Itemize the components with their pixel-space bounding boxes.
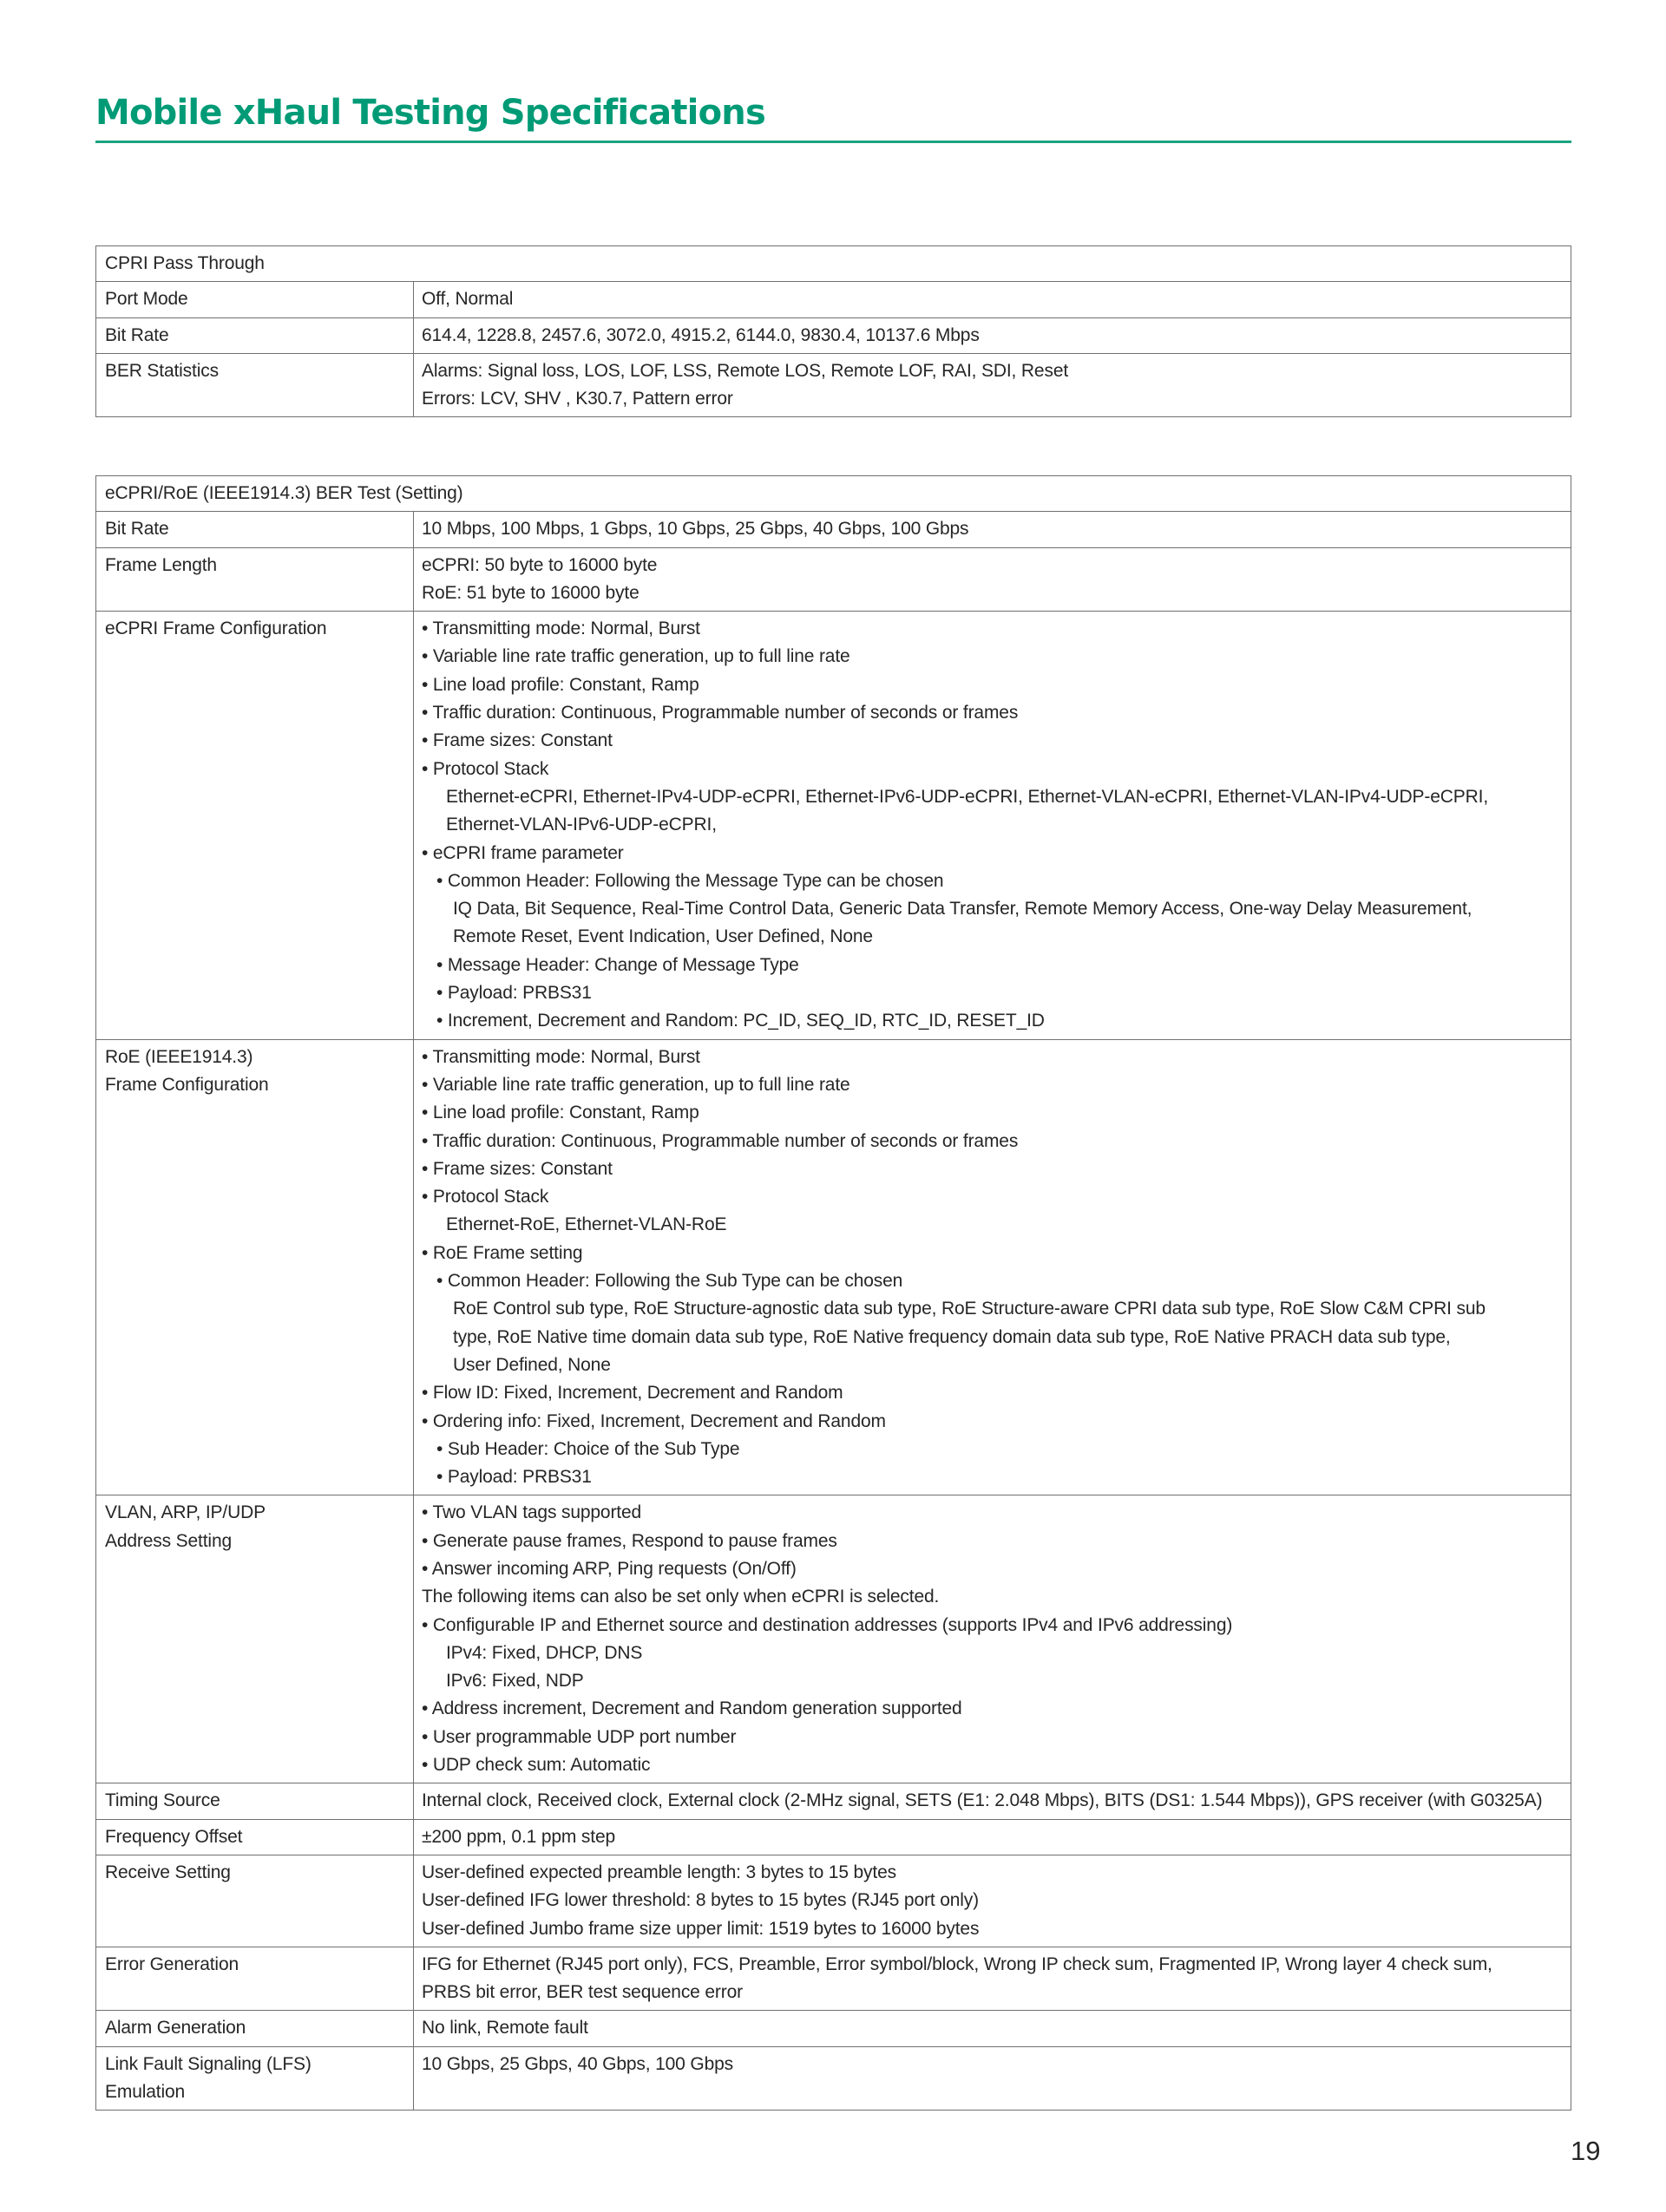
bullet-item: • Transmitting mode: Normal, Burst (422, 1046, 700, 1067)
spec-value-line: IFG for Ethernet (RJ45 port only), FCS, Preamble, Error symbol/block, Wrong IP check sum, Fragmented IP, Wrong layer 4 check sum, (422, 1953, 1492, 1974)
bullet-item: • Sub Header: Choice of the Sub Type (436, 1438, 740, 1459)
table-row (96, 282, 1571, 317)
spec-label (96, 2046, 414, 2111)
table-row (96, 1947, 1571, 2011)
spec-value-line: Off, Normal (422, 289, 514, 310)
spec-value-line: IQ Data, Bit Sequence, Real-Time Control Data, Generic Data Transfer, Remote Memory Access, One-way Delay Measurement, (453, 899, 1473, 919)
spec-label-line: Timing Source (105, 1790, 220, 1811)
bullet-item: • UDP check sum: Automatic (422, 1755, 651, 1776)
spec-value-line: Ethernet-eCPRI, Ethernet-IPv4-UDP-eCPRI, Ethernet-IPv6-UDP-eCPRI, Ethernet-VLAN-eCPRI, Ethernet-VLAN-IPv4-UDP-eCPRI, (446, 786, 1489, 807)
bullet-item: • RoE Frame setting (422, 1242, 583, 1263)
spec-value (414, 1495, 1571, 1783)
spec-value-line: Internal clock, Received clock, External clock (2-MHz signal, SETS (E1: 2.048 Mbps), BITS (DS1: 1.544 Mbps)), GPS receiver (with G0325A) (422, 1790, 1543, 1811)
bullet-item: • Frame sizes: Constant (422, 730, 613, 751)
spec-value-line: RoE Control sub type, RoE Structure-agnostic data sub type, RoE Structure-aware CPRI data sub type, RoE Slow C&M CPRI sub (453, 1299, 1486, 1319)
bullet-item: • Common Header: Following the Message Type can be chosen (436, 870, 944, 891)
spec-value (414, 2046, 1571, 2111)
spec-value (414, 512, 1571, 547)
title-divider (95, 141, 1571, 143)
spec-value-line: User-defined IFG lower threshold: 8 bytes to 15 bytes (RJ45 port only) (422, 1890, 979, 1911)
bullet-item: • Frame sizes: Constant (422, 1158, 613, 1179)
cpri-pass-through-table (95, 245, 1571, 417)
spec-value-line: IPv4: Fixed, DHCP, DNS (446, 1642, 643, 1663)
spec-value (414, 1855, 1571, 1947)
spec-label-line: Link Fault Signaling (LFS) (105, 2053, 312, 2074)
table-row (96, 512, 1571, 547)
bullet-item: • Variable line rate traffic generation, up to full line rate (422, 1074, 850, 1095)
bullet-item: • Generate pause frames, Respond to pause frames (422, 1530, 837, 1551)
bullet-item: • Line load profile: Constant, Ramp (422, 674, 699, 695)
spec-label-line: Alarm Generation (105, 2018, 246, 2039)
bullet-item: • Two VLAN tags supported (422, 1502, 642, 1523)
spec-label (96, 512, 414, 547)
table-row (96, 2046, 1571, 2111)
bullet-item: • Protocol Stack (422, 1187, 549, 1207)
spec-value-line: No link, Remote fault (422, 2018, 588, 2039)
table-header: eCPRI/RoE (IEEE1914.3) BER Test (Setting) (96, 476, 1571, 512)
bullet-item: • eCPRI frame parameter (422, 842, 624, 863)
spec-label-line: RoE (IEEE1914.3) (105, 1046, 253, 1067)
bullet-item: • Address increment, Decrement and Random generation supported (422, 1698, 962, 1719)
ecpri-roe-ber-test-table (95, 475, 1571, 2111)
spec-value-line: PRBS bit error, BER test sequence error (422, 1982, 743, 2003)
spec-value-line: Alarms: Signal loss, LOS, LOF, LSS, Remote LOS, Remote LOF, RAI, SDI, Reset (422, 360, 1069, 381)
spec-value-line: eCPRI: 50 byte to 16000 byte (422, 554, 658, 575)
spec-label-line: Address Setting (105, 1530, 233, 1551)
table-row (96, 317, 1571, 353)
spec-value (414, 1819, 1571, 1855)
spec-value-line: type, RoE Native time domain data sub type, RoE Native frequency domain data sub type, RoE Native PRACH data sub type, (453, 1326, 1451, 1347)
spec-label-line: Bit Rate (105, 519, 169, 540)
bullet-item: • Configurable IP and Ethernet source and destination addresses (supports IPv4 and IPv6 addressing) (422, 1614, 1233, 1635)
spec-value-line: RoE: 51 byte to 16000 byte (422, 582, 640, 603)
spec-value (414, 2011, 1571, 2046)
spec-label (96, 1783, 414, 1819)
spec-label (96, 317, 414, 353)
bullet-item: • Ordering info: Fixed, Increment, Decrement and Random (422, 1410, 886, 1431)
spec-value-line: 10 Gbps, 25 Gbps, 40 Gbps, 100 Gbps (422, 2053, 733, 2074)
table-row (96, 1783, 1571, 1819)
spec-label-line: BER Statistics (105, 360, 219, 381)
spec-label-line: Frame Configuration (105, 1074, 269, 1095)
spec-value (414, 1947, 1571, 2011)
spec-label-line: Emulation (105, 2082, 186, 2103)
bullet-item: • Traffic duration: Continuous, Programmable number of seconds or frames (422, 1130, 1019, 1151)
bullet-item: • Common Header: Following the Sub Type can be chosen (436, 1271, 903, 1292)
bullet-item: • Increment, Decrement and Random: PC_ID, SEQ_ID, RTC_ID, RESET_ID (436, 1011, 1045, 1031)
spec-value (414, 353, 1571, 417)
bullet-item: • Protocol Stack (422, 758, 549, 779)
table-row (96, 2011, 1571, 2046)
page-title: Mobile xHaul Testing Specifications (95, 93, 765, 133)
spec-label (96, 1039, 414, 1495)
page-number: 19 (1571, 2136, 1601, 2166)
spec-label (96, 1819, 414, 1855)
bullet-item: • Payload: PRBS31 (436, 1467, 592, 1488)
spec-label (96, 1855, 414, 1947)
table-header: CPRI Pass Through (96, 246, 1571, 282)
spec-label (96, 2011, 414, 2046)
spec-value (414, 317, 1571, 353)
spec-value-line: User-defined Jumbo frame size upper limit: 1519 bytes to 16000 bytes (422, 1918, 980, 1939)
table-row (96, 1819, 1571, 1855)
table-header-row (96, 246, 1571, 282)
spec-label (96, 1947, 414, 2011)
spec-label-line: Receive Setting (105, 1862, 231, 1882)
table-row (96, 1039, 1571, 1495)
spec-value-line: User-defined expected preamble length: 3 bytes to 15 bytes (422, 1862, 896, 1882)
spec-value-line: 614.4, 1228.8, 2457.6, 3072.0, 4915.2, 6144.0, 9830.4, 10137.6 Mbps (422, 324, 980, 345)
spec-label-line: Frequency Offset (105, 1826, 243, 1847)
spec-value (414, 1039, 1571, 1495)
spec-value-line: IPv6: Fixed, NDP (446, 1671, 584, 1692)
spec-label (96, 1495, 414, 1783)
spec-value (414, 547, 1571, 612)
bullet-item: • Message Header: Change of Message Type (436, 954, 799, 975)
table-row (96, 1495, 1571, 1783)
spec-label-line: Error Generation (105, 1953, 239, 1974)
bullet-item: • User programmable UDP port number (422, 1726, 737, 1747)
spec-value (414, 282, 1571, 317)
table-row (96, 547, 1571, 612)
table-row (96, 353, 1571, 417)
spec-label-line: Port Mode (105, 289, 188, 310)
table-row (96, 612, 1571, 1039)
spec-value (414, 612, 1571, 1039)
bullet-item: • Traffic duration: Continuous, Programmable number of seconds or frames (422, 703, 1019, 723)
spec-label-line: VLAN, ARP, IP/UDP (105, 1502, 266, 1523)
bullet-item: • Payload: PRBS31 (436, 983, 592, 1004)
spec-label-line: Bit Rate (105, 324, 169, 345)
table-row (96, 1855, 1571, 1947)
spec-label (96, 282, 414, 317)
spec-label (96, 547, 414, 612)
spec-value-line: Remote Reset, Event Indication, User Defined, None (453, 926, 873, 947)
bullet-item: • Flow ID: Fixed, Increment, Decrement and Random (422, 1383, 843, 1404)
spec-value (414, 1783, 1571, 1819)
table-header-row (96, 476, 1571, 512)
spec-value-line: Ethernet-VLAN-IPv6-UDP-eCPRI, (446, 815, 717, 835)
spec-value-line: 10 Mbps, 100 Mbps, 1 Gbps, 10 Gbps, 25 Gbps, 40 Gbps, 100 Gbps (422, 519, 969, 540)
spec-value-line: The following items can also be set only when eCPRI is selected. (422, 1587, 940, 1607)
spec-value-line: ±200 ppm, 0.1 ppm step (422, 1826, 616, 1847)
spec-label (96, 612, 414, 1039)
bullet-item: • Answer incoming ARP, Ping requests (On/Off) (422, 1558, 797, 1579)
spec-label (96, 353, 414, 417)
spec-value-line: Errors: LCV, SHV , K30.7, Pattern error (422, 389, 733, 409)
bullet-item: • Variable line rate traffic generation, up to full line rate (422, 646, 850, 667)
bullet-item: • Transmitting mode: Normal, Burst (422, 618, 700, 639)
spec-label-line: eCPRI Frame Configuration (105, 618, 327, 639)
bullet-item: • Line load profile: Constant, Ramp (422, 1103, 699, 1123)
spec-value-line: User Defined, None (453, 1354, 611, 1375)
spec-value-line: Ethernet-RoE, Ethernet-VLAN-RoE (446, 1214, 727, 1235)
spec-label-line: Frame Length (105, 554, 217, 575)
